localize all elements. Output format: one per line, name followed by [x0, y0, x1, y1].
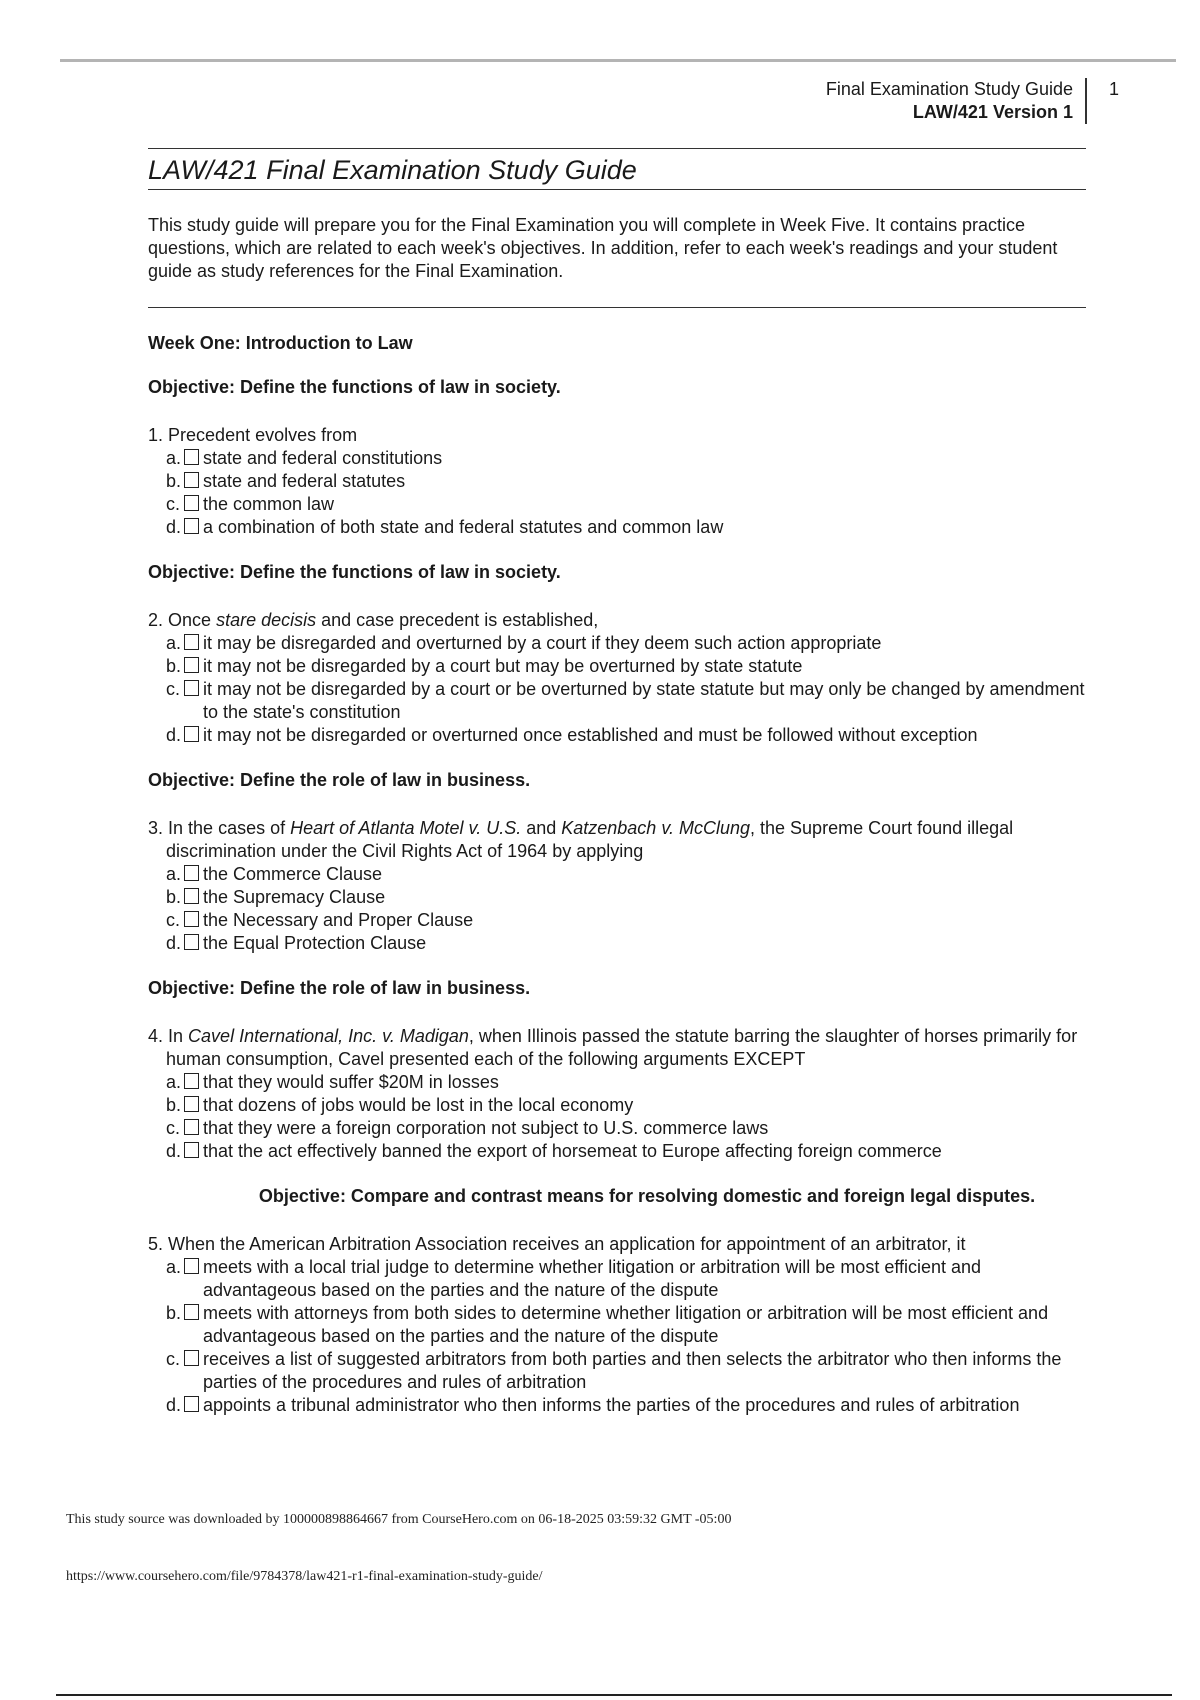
answer-option[interactable]: b. state and federal statutes [166, 471, 406, 491]
answer-option[interactable]: c. that they were a foreign corporation not subject to U.S. commerce laws [166, 1118, 769, 1138]
bottom-rule [56, 1694, 1172, 1696]
checkbox[interactable] [184, 911, 199, 927]
checkbox[interactable] [184, 680, 199, 696]
answer-option[interactable]: c. receives a list of suggested arbitrators from both parties and then selects the arbitrator who then informs the parties of the procedures and rules of arbitration [166, 1349, 1062, 1392]
checkbox[interactable] [184, 657, 199, 673]
answer-option[interactable]: d. appoints a tribunal administrator who then informs the parties of the procedures and rules of arbitration [166, 1395, 1020, 1415]
checkbox[interactable] [184, 1396, 199, 1412]
answer-option[interactable]: a. meets with a local trial judge to determine whether litigation or arbitration will be most efficient and advantageous based on the parties and the nature of the dispute [166, 1257, 982, 1300]
checkbox[interactable] [184, 888, 199, 904]
checkbox[interactable] [184, 726, 199, 742]
answer-options [148, 863, 1086, 955]
checkbox[interactable] [184, 449, 199, 465]
question-stem: 3. In the cases of Heart of Atlanta Motel v. U.S. and Katzenbach v. McClung, the Supreme Court found illegal discrimination under the Civil Rights Act of 1964 by applying [148, 818, 1014, 861]
objective-heading: Objective: Compare and contrast means for resolving domestic and foreign legal disputes. [258, 1186, 1036, 1206]
answer-option[interactable]: a. state and federal constitutions [166, 448, 443, 468]
question-2 [148, 609, 1086, 747]
checkbox[interactable] [184, 865, 199, 881]
checkbox[interactable] [184, 1142, 199, 1158]
source-url[interactable]: https://www.coursehero.com/file/9784378/law421-r1-final-examination-study-guide/ [66, 1569, 543, 1584]
question-stem: 4. In Cavel International, Inc. v. Madigan, when Illinois passed the statute barring the slaughter of horses primarily for human consumption, Cavel presented each of the following arguments EXCEPT [148, 1026, 1078, 1069]
answer-options [148, 447, 1086, 539]
checkbox[interactable] [184, 518, 199, 534]
document-body [148, 148, 1086, 1417]
section-divider [148, 307, 1086, 308]
checkbox[interactable] [184, 495, 199, 511]
document-title: LAW/421 Final Examination Study Guide [148, 155, 637, 185]
objective-heading: Objective: Define the role of law in business. [148, 978, 531, 998]
question-4 [148, 1025, 1086, 1163]
answer-option[interactable]: c. the common law [166, 494, 335, 514]
objective-heading: Objective: Define the functions of law in society. [148, 562, 561, 582]
checkbox[interactable] [184, 1304, 199, 1320]
question-stem: 2. Once stare decisis and case precedent is established, [148, 610, 599, 630]
checkbox[interactable] [184, 472, 199, 488]
intro-paragraph: This study guide will prepare you for the Final Examination you will complete in Week Five. It contains practice questions, which are related to each week's objectives. In addition, refer to each week's readings and your student guide as study references for the Final Examination. [148, 215, 1058, 281]
answer-option[interactable]: d. a combination of both state and federal statutes and common law [166, 517, 724, 537]
running-header [826, 78, 1087, 124]
question-1 [148, 424, 1086, 539]
answer-option[interactable]: b. it may not be disregarded by a court but may be overturned by state statute [166, 656, 803, 676]
question-stem: 1. Precedent evolves from [148, 425, 358, 445]
answer-options [148, 1071, 1086, 1163]
answer-option[interactable]: d. the Equal Protection Clause [166, 933, 427, 953]
objective-heading: Objective: Define the functions of law in society. [148, 377, 561, 397]
checkbox[interactable] [184, 1096, 199, 1112]
answer-option[interactable]: c. it may not be disregarded by a court or be overturned by state statute but may only be changed by amendment to the state's constitution [166, 679, 1085, 722]
answer-option[interactable]: b. that dozens of jobs would be lost in the local economy [166, 1095, 634, 1115]
page-number: 1 [1109, 79, 1120, 99]
checkbox[interactable] [184, 934, 199, 950]
header-version: LAW/421 Version 1 [912, 102, 1073, 122]
answer-option[interactable]: a. that they would suffer $20M in losses [166, 1072, 499, 1092]
answer-option[interactable]: b. the Supremacy Clause [166, 887, 386, 907]
week-heading: Week One: Introduction to Law [148, 333, 413, 353]
answer-option[interactable]: d. it may not be disregarded or overturned once established and must be followed without exception [166, 725, 978, 745]
checkbox[interactable] [184, 1073, 199, 1089]
question-3 [148, 817, 1086, 955]
checkbox[interactable] [184, 1258, 199, 1274]
checkbox[interactable] [184, 1119, 199, 1135]
answer-options [148, 1256, 1086, 1417]
answer-option[interactable]: d. that the act effectively banned the export of horsemeat to Europe affecting foreign commerce [166, 1141, 942, 1161]
download-note: This study source was downloaded by 100000898864667 from CourseHero.com on 06-18-2025 03:59:32 GMT -05:00 [66, 1512, 732, 1527]
answer-option[interactable]: a. the Commerce Clause [166, 864, 383, 884]
answer-options [148, 632, 1086, 747]
question-5 [148, 1233, 1086, 1417]
top-rule [60, 59, 1176, 62]
checkbox[interactable] [184, 1350, 199, 1366]
question-stem: 5. When the American Arbitration Association receives an application for appointment of an arbitrator, it [148, 1234, 966, 1254]
answer-option[interactable]: b. meets with attorneys from both sides to determine whether litigation or arbitration will be most efficient and advantageous based on the parties and the nature of the dispute [166, 1303, 1049, 1346]
objective-heading: Objective: Define the role of law in business. [148, 770, 531, 790]
answer-option[interactable]: a. it may be disregarded and overturned by a court if they deem such action appropriate [166, 633, 882, 653]
header-doc-title: Final Examination Study Guide [825, 79, 1073, 99]
title-box [148, 148, 1086, 190]
answer-option[interactable]: c. the Necessary and Proper Clause [166, 910, 474, 930]
checkbox[interactable] [184, 634, 199, 650]
